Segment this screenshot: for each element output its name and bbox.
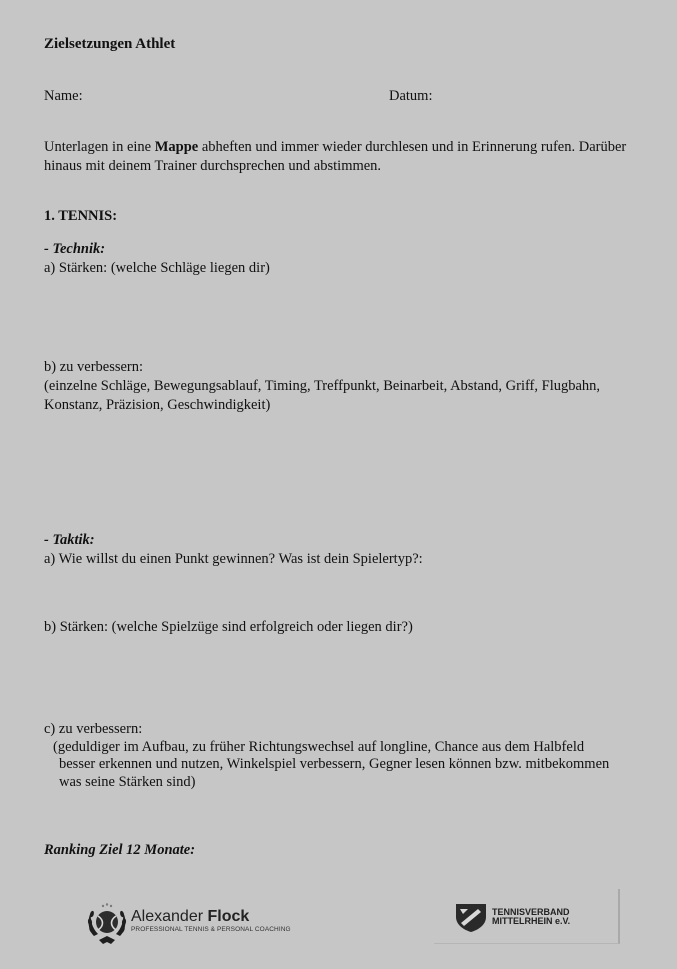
technik-heading: - Technik: — [44, 241, 106, 257]
technik-improve-detail: (einzelne Schläge, Bewegungsablauf, Timing, Treffpunkt, Beinarbeit, Abstand, Griff, Flugbahn, Konstanz, Präzision, Geschwindigkeit) — [44, 378, 601, 413]
intro-bold-mappe: Mappe — [154, 139, 199, 155]
technik-strengths: a) Stärken: (welche Schläge liegen dir) — [44, 260, 270, 276]
logo-line-1: TENNISVERBAND — [492, 907, 570, 917]
logo-name — [131, 908, 249, 926]
logo-first-name: Alexander — [131, 908, 208, 925]
shield-icon — [454, 901, 488, 933]
ranking-heading: Ranking Ziel 12 Monate: — [44, 842, 196, 858]
taktik-strengths: b) Stärken: (welche Spielzüge sind erfolgreich oder liegen dir?) — [44, 619, 413, 635]
intro-paragraph — [44, 138, 652, 176]
logo-last-name: Flock — [207, 908, 250, 925]
taktik-improve-line-1: (geduldiger im Aufbau, zu früher Richtungswechsel auf longline, Chance aus dem Halbfeld — [53, 739, 585, 755]
taktik-improve-title: c) zu verbessern: — [44, 721, 143, 737]
logo-line-2: MITTELRHEIN e.V. — [492, 916, 571, 926]
tennis-ball-laurel-icon — [86, 900, 128, 946]
document-title: Zielsetzungen Athlet — [44, 36, 176, 52]
name-label: Name: — [44, 88, 83, 104]
logo-tagline: PROFESSIONAL TENNIS & PERSONAL COACHING — [131, 926, 291, 933]
taktik-improve-line-3: was seine Stärken sind) — [59, 774, 196, 790]
tennisverband-mittelrhein-logo — [434, 889, 620, 944]
technik-improve-title: b) zu verbessern: — [44, 359, 144, 375]
intro-text-2: abheften und immer wieder durchlesen und in Erinnerung rufen. Darüber hinaus mit deinem Trainer durchsprechen und abstimmen. — [44, 139, 627, 174]
taktik-heading: - Taktik: — [44, 532, 95, 548]
section-tennis-heading: 1. TENNIS: — [44, 208, 118, 224]
date-label: Datum: — [389, 88, 433, 104]
intro-text-1: Unterlagen in eine — [44, 139, 155, 155]
taktik-improve-line-2: besser erkennen und nutzen, Winkelspiel verbessern, Gegner lesen können bzw. mitbekommen — [59, 756, 610, 772]
taktik-question: a) Wie willst du einen Punkt gewinnen? Was ist dein Spielertyp?: — [44, 551, 423, 567]
alexander-flock-logo — [86, 900, 291, 946]
